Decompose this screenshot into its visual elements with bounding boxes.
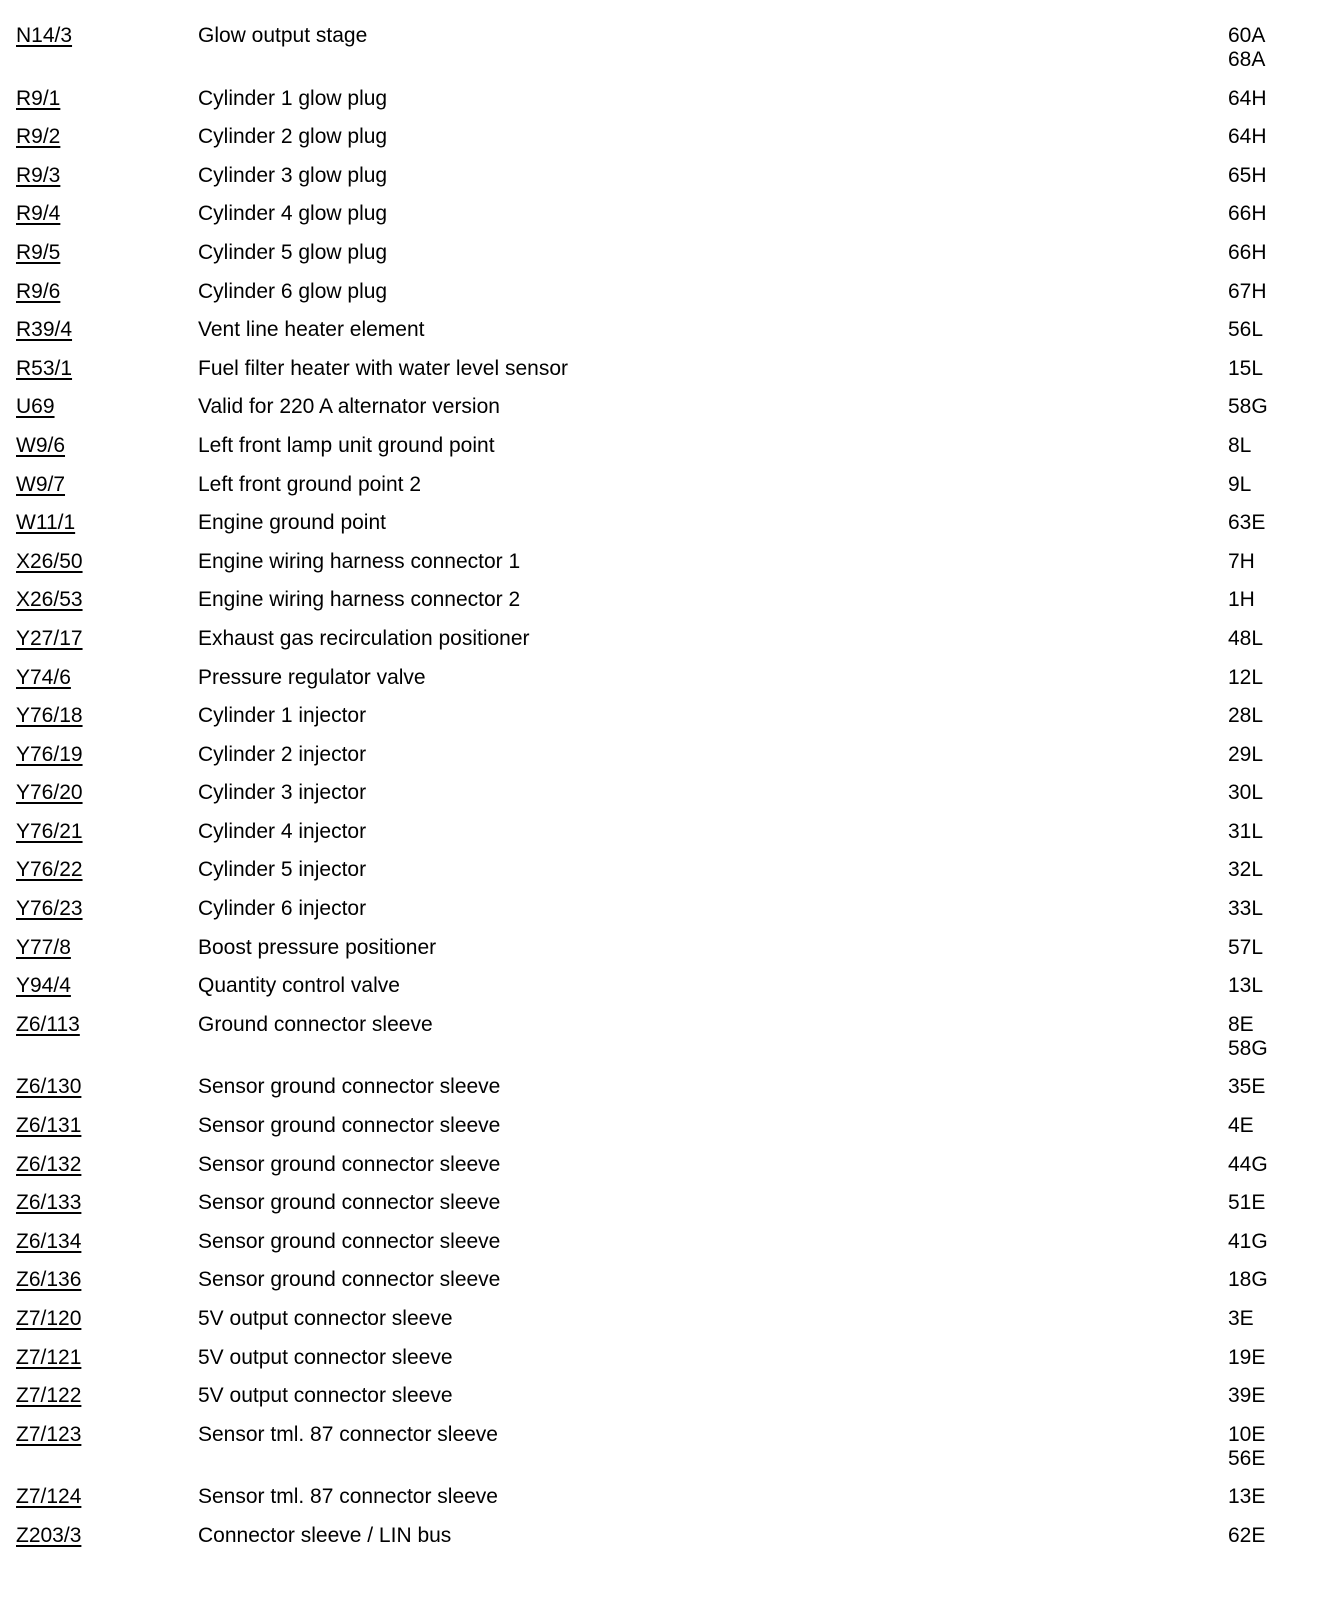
component-code-link[interactable]: Z6/130 [16,1075,82,1099]
grid-location: 56L [1228,318,1264,342]
legend-row [0,125,1328,164]
component-code-link[interactable]: Y94/4 [16,974,71,998]
component-description: Engine wiring harness connector 1 [198,549,521,573]
grid-location: 65H [1228,163,1267,187]
component-description: Sensor ground connector sleeve [198,1114,501,1138]
grid-locations [1228,241,1267,265]
component-code-link[interactable]: Z7/123 [16,1422,82,1446]
legend-row [0,1384,1328,1423]
grid-locations [1228,936,1263,960]
component-description: Sensor ground connector sleeve [198,1152,501,1176]
component-description: Exhaust gas recirculation positioner [198,626,530,650]
component-code-link[interactable]: U69 [16,395,55,419]
legend-row [0,820,1328,859]
grid-location: 30L [1228,781,1264,805]
grid-location: 12L [1228,665,1264,689]
grid-locations [1228,1114,1254,1138]
grid-location: 64H [1228,125,1267,149]
component-description: Quantity control valve [198,974,400,998]
grid-location: 41G [1228,1229,1268,1253]
legend-row [0,87,1328,126]
component-description: Cylinder 2 glow plug [198,125,388,149]
grid-location: 51E [1228,1191,1266,1215]
component-description: Left front ground point 2 [198,472,421,496]
grid-location: 66H [1228,240,1267,264]
component-description: Sensor tml. 87 connector sleeve [198,1485,498,1509]
grid-location: 58G [1228,395,1268,419]
component-code-link[interactable]: R9/6 [16,279,61,303]
legend-row [0,1114,1328,1153]
grid-location: 57L [1228,935,1264,959]
legend-row [0,1268,1328,1307]
component-description: 5V output connector sleeve [198,1384,453,1408]
grid-locations [1228,1423,1265,1471]
component-description: Pressure regulator valve [198,665,426,689]
legend-row [0,858,1328,897]
component-code-link[interactable]: W11/1 [16,511,76,535]
component-code-link[interactable]: R9/5 [16,240,61,264]
component-code-link[interactable]: Z6/132 [16,1152,82,1176]
component-description: Cylinder 2 injector [198,742,367,766]
legend-row [0,202,1328,241]
grid-location: 10E [1228,1422,1266,1446]
legend-row [0,1307,1328,1346]
grid-location: 48L [1228,626,1264,650]
component-description: Left front lamp unit ground point [198,433,495,457]
component-code-link[interactable]: R9/1 [16,86,61,110]
grid-location: 13L [1228,974,1264,998]
component-code-link[interactable]: Z7/121 [16,1345,82,1369]
legend-row [0,1423,1328,1486]
grid-location: 8L [1228,433,1252,457]
legend-row [0,936,1328,975]
grid-locations [1228,1346,1265,1370]
component-code-link[interactable]: Y76/21 [16,819,83,843]
legend-row [0,318,1328,357]
legend-row [0,1191,1328,1230]
grid-location: 60A [1228,24,1266,47]
legend-row [0,280,1328,319]
grid-locations [1228,434,1251,458]
legend-row [0,1524,1328,1563]
grid-locations [1228,1307,1254,1331]
grid-locations [1228,858,1263,882]
component-description: Engine ground point [198,511,386,535]
legend-row [0,357,1328,396]
component-description: Sensor tml. 87 connector sleeve [198,1422,498,1446]
legend-row [0,897,1328,936]
grid-location: 8E [1228,1012,1254,1036]
grid-location: 56E [1228,1446,1266,1470]
grid-location: 15L [1228,356,1264,380]
grid-locations [1228,1153,1268,1177]
component-description: Cylinder 1 injector [198,704,367,728]
grid-locations [1228,511,1265,535]
grid-location: 28L [1228,704,1264,728]
component-description: Engine wiring harness connector 2 [198,588,521,612]
component-description: Vent line heater element [198,318,425,342]
component-code-link[interactable]: W9/7 [16,472,66,496]
grid-locations [1228,395,1268,419]
component-code-link[interactable]: Z6/134 [16,1229,82,1253]
legend-row [0,1075,1328,1114]
grid-location: 18G [1228,1268,1268,1292]
component-code-link[interactable]: R9/3 [16,163,61,187]
component-description: Sensor ground connector sleeve [198,1229,501,1253]
component-code-link[interactable]: Z6/133 [16,1191,82,1215]
component-code-link[interactable]: R53/1 [16,356,73,380]
legend-row [0,1346,1328,1385]
grid-location: 35E [1228,1075,1266,1099]
component-description: Boost pressure positioner [198,935,437,959]
component-description: 5V output connector sleeve [198,1345,453,1369]
component-description: Cylinder 5 injector [198,858,367,882]
component-code-link[interactable]: Z7/122 [16,1384,82,1408]
grid-locations [1228,87,1267,111]
grid-location: 31L [1228,819,1264,843]
grid-location: 13E [1228,1485,1266,1509]
grid-location: 64H [1228,86,1267,110]
component-code-link[interactable]: Y76/20 [16,781,83,805]
component-description: Sensor ground connector sleeve [198,1075,501,1099]
grid-location: 63E [1228,511,1266,535]
grid-location: 58G [1228,1036,1268,1060]
grid-location: 3E [1228,1307,1254,1330]
component-code-link[interactable]: Z7/120 [16,1307,82,1330]
legend-row [0,550,1328,589]
component-description: Cylinder 3 injector [198,781,367,805]
component-code-link[interactable]: N14/3 [16,24,73,47]
grid-locations [1228,1384,1265,1408]
grid-locations [1228,280,1267,304]
grid-locations [1228,704,1263,728]
grid-location: 4E [1228,1114,1254,1138]
legend-row [0,743,1328,782]
component-code-link[interactable]: X26/50 [16,549,83,573]
legend-row [0,974,1328,1013]
grid-locations [1228,550,1255,574]
legend-row [0,24,1328,87]
component-code-link[interactable]: Y74/6 [16,665,71,689]
grid-locations [1228,1075,1265,1099]
component-legend [0,24,1328,1563]
grid-locations [1228,125,1267,149]
grid-location: 62E [1228,1523,1266,1547]
legend-row [0,588,1328,627]
component-description: Glow output stage [198,24,368,47]
grid-location: 67H [1228,279,1267,303]
grid-location: 1H [1228,588,1255,612]
component-code-link[interactable]: Y77/8 [16,935,71,959]
component-code-link[interactable]: Z6/136 [16,1268,82,1292]
component-description: Sensor ground connector sleeve [198,1268,501,1292]
grid-location: 9L [1228,472,1252,496]
grid-locations [1228,357,1263,381]
component-code-link[interactable]: Y76/18 [16,704,83,728]
component-code-link[interactable]: Y76/19 [16,742,83,766]
component-description: Valid for 220 A alternator version [198,395,500,419]
grid-locations [1228,473,1251,497]
component-code-link[interactable]: Y76/23 [16,897,83,921]
grid-locations [1228,588,1255,612]
grid-locations [1228,781,1263,805]
legend-row [0,164,1328,203]
grid-locations [1228,318,1263,342]
legend-row [0,241,1328,280]
grid-locations [1228,1485,1265,1509]
grid-location: 33L [1228,897,1264,921]
component-description: Ground connector sleeve [198,1012,433,1036]
legend-row [0,511,1328,550]
component-description: Fuel filter heater with water level sensor [198,356,568,380]
component-code-link[interactable]: Y27/17 [16,626,83,650]
grid-locations [1228,1230,1268,1254]
component-code-link[interactable]: Z203/3 [16,1523,82,1547]
component-code-link[interactable]: R9/2 [16,125,61,149]
grid-locations [1228,1013,1268,1061]
grid-location: 29L [1228,742,1264,766]
grid-locations [1228,974,1263,998]
legend-row [0,781,1328,820]
grid-locations [1228,820,1263,844]
component-code-link[interactable]: W9/6 [16,433,66,457]
grid-location: 44G [1228,1152,1268,1176]
component-description: Cylinder 6 injector [198,897,367,921]
component-code-link[interactable]: R39/4 [16,318,73,342]
grid-locations [1228,1191,1265,1215]
component-description: Cylinder 4 glow plug [198,202,388,226]
legend-row [0,1230,1328,1269]
legend-row [0,627,1328,666]
component-description: Cylinder 4 injector [198,819,367,843]
component-code-link[interactable]: Z7/124 [16,1485,82,1509]
grid-locations [1228,164,1267,188]
grid-location: 66H [1228,202,1267,226]
grid-locations [1228,24,1265,72]
grid-location: 39E [1228,1384,1266,1408]
legend-row [0,1485,1328,1524]
component-description: Cylinder 5 glow plug [198,240,388,264]
legend-row [0,473,1328,512]
grid-locations [1228,627,1263,651]
component-description: Cylinder 1 glow plug [198,86,388,110]
grid-locations [1228,897,1263,921]
component-description: Cylinder 3 glow plug [198,163,388,187]
legend-row [0,1013,1328,1076]
legend-row [0,1153,1328,1192]
legend-row [0,395,1328,434]
legend-row [0,704,1328,743]
component-description: Sensor ground connector sleeve [198,1191,501,1215]
component-code-link[interactable]: X26/53 [16,588,83,612]
component-description: Cylinder 6 glow plug [198,279,388,303]
grid-locations [1228,743,1263,767]
grid-location: 32L [1228,858,1264,882]
grid-locations [1228,202,1267,226]
grid-location: 7H [1228,549,1255,573]
legend-row [0,666,1328,705]
legend-row [0,434,1328,473]
component-code-link[interactable]: Z6/131 [16,1114,82,1138]
component-code-link[interactable]: R9/4 [16,202,61,226]
grid-location: 68A [1228,48,1266,71]
component-code-link[interactable]: Y76/22 [16,858,83,882]
component-description: 5V output connector sleeve [198,1307,453,1330]
grid-location: 19E [1228,1345,1266,1369]
grid-locations [1228,1524,1265,1548]
grid-locations [1228,666,1263,690]
grid-locations [1228,1268,1268,1292]
component-description: Connector sleeve / LIN bus [198,1523,452,1547]
component-code-link[interactable]: Z6/113 [16,1012,80,1036]
